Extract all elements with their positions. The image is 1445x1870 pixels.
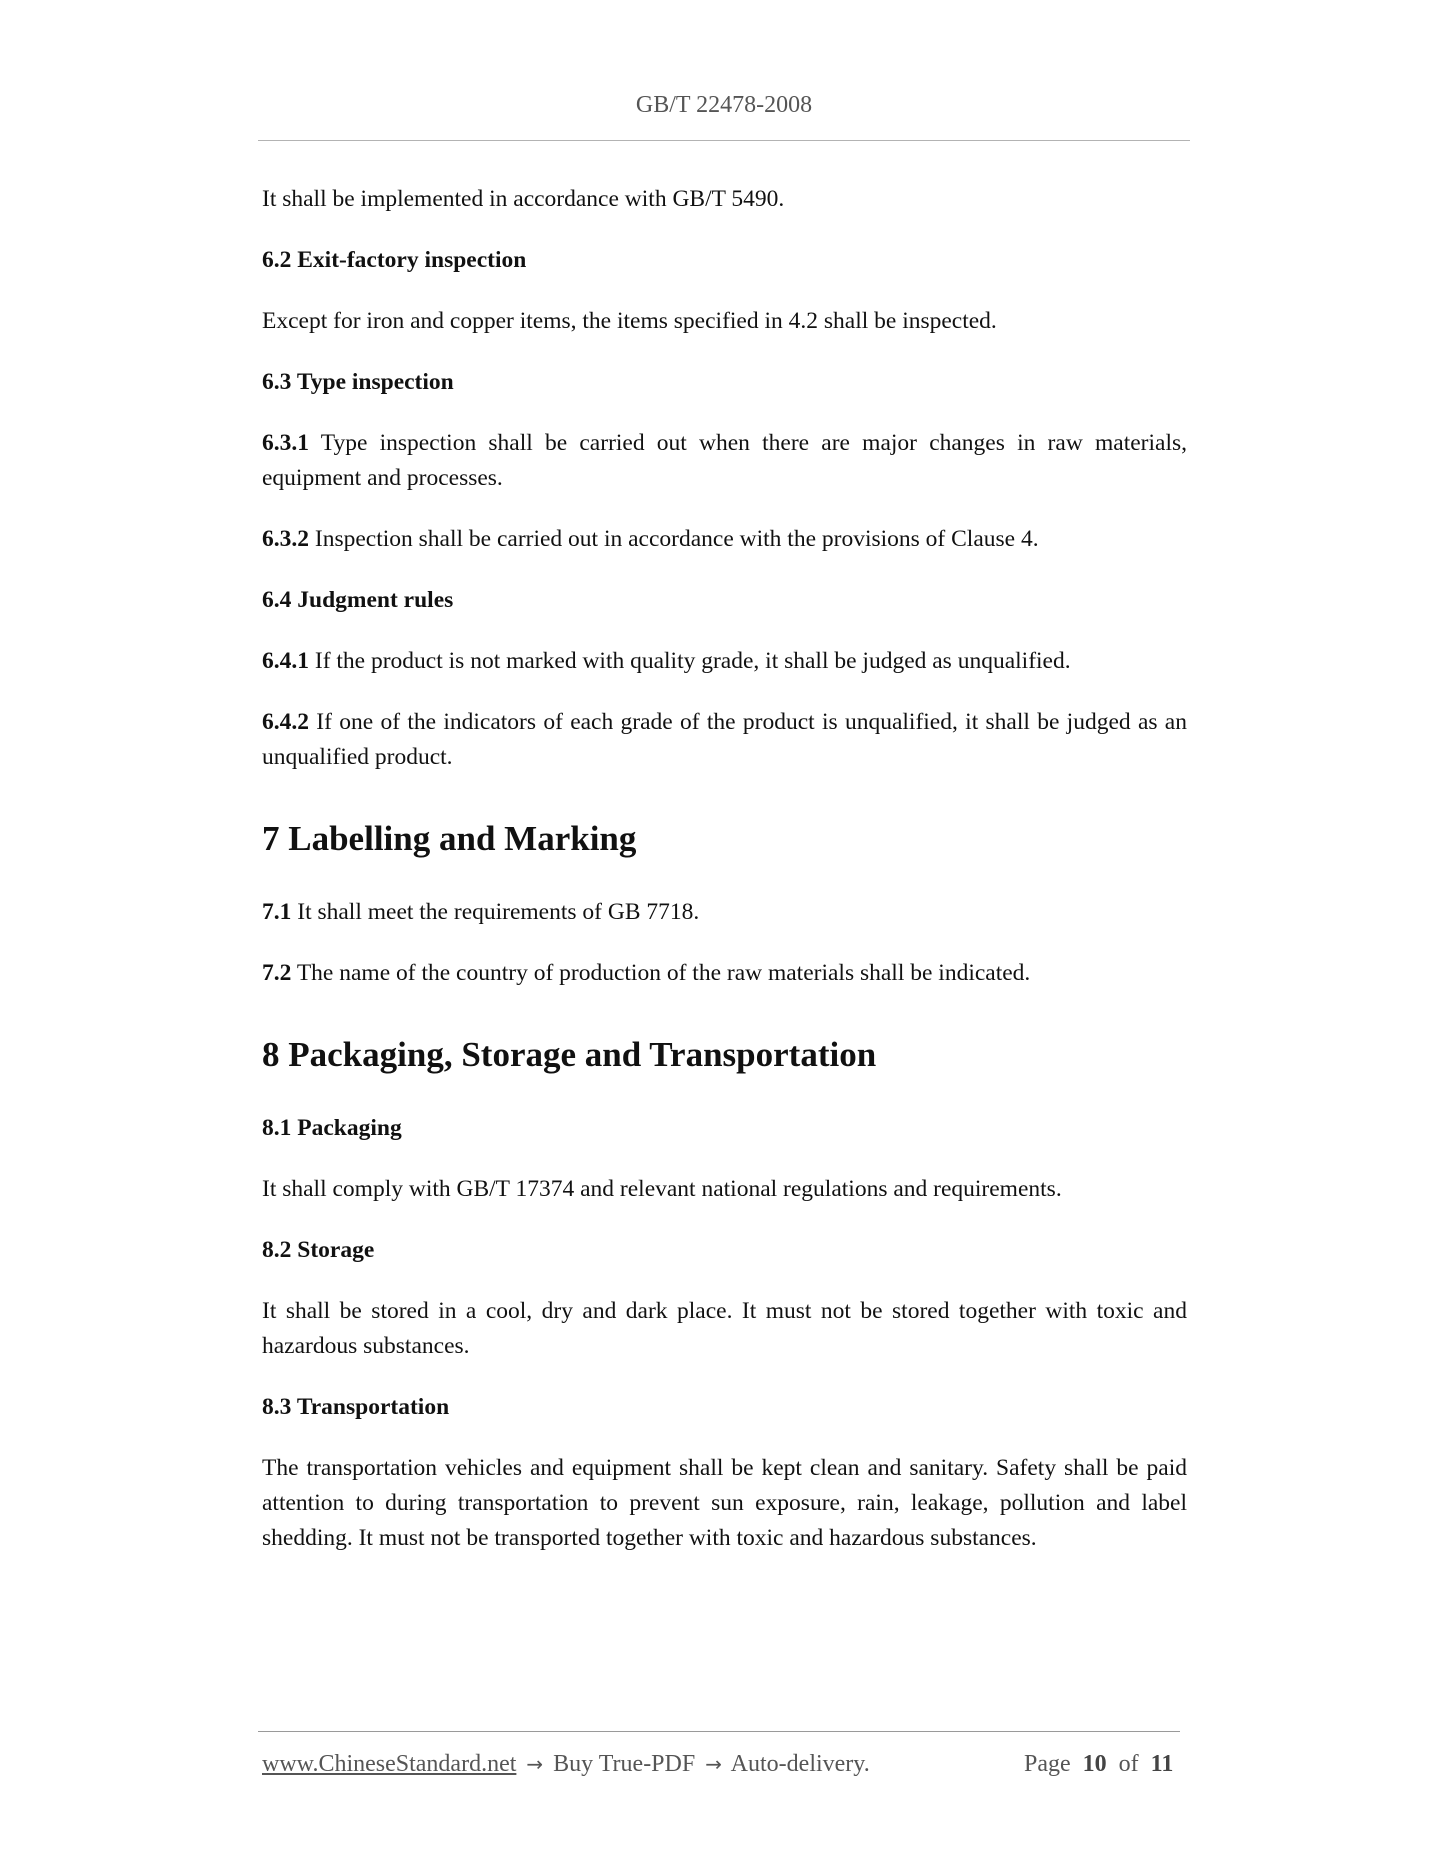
arrow-right-icon: → <box>526 1752 544 1776</box>
heading-8-1: 8.1 Packaging <box>262 1115 402 1141</box>
paragraph-implementation: It shall be implemented in accordance with GB/T 5490. <box>262 186 785 212</box>
footer-promo <box>262 1751 870 1778</box>
page-header-doc-id: GB/T 22478-2008 <box>635 92 813 118</box>
clause-number-7-2: 7.2 <box>262 960 292 986</box>
of-label: of <box>1118 1751 1139 1777</box>
heading-8-3: 8.3 Transportation <box>262 1394 450 1420</box>
arrow-right-icon: → <box>705 1752 722 1776</box>
clause-text-7-1: It shall meet the requirements of GB 7718. <box>291 899 700 925</box>
paragraph-8-1: It shall comply with GB/T 17374 and relevant national regulations and requirements. <box>262 1176 1062 1202</box>
heading-6-4: 6.4 Judgment rules <box>262 587 454 613</box>
paragraph-7-2 <box>262 956 1187 991</box>
page-current: 10 <box>1082 1751 1107 1777</box>
site-link[interactable]: www.ChineseStandard.net <box>262 1751 517 1777</box>
paragraph-6-4-1 <box>262 644 1187 679</box>
clause-number-6-4-1: 6.4.1 <box>262 648 309 674</box>
paragraph-8-3: The transportation vehicles and equipment shall be kept clean and sanitary. Safety shall be paid attention to during transportation to prevent sun exposure, rain, leakage, pollution and label shedding. It must not be transported together with toxic and hazardous substances. <box>262 1455 1187 1551</box>
clause-number-7-1: 7.1 <box>262 899 292 925</box>
heading-6-3: 6.3 Type inspection <box>262 369 454 395</box>
clause-text-7-2: The name of the country of production of the raw materials shall be indicated. <box>291 960 1031 986</box>
paragraph-6-3-2 <box>262 522 1187 557</box>
clause-text-6-4-1: If the product is not marked with quality grade, it shall be judged as unqualified. <box>309 648 1071 674</box>
footer-divider <box>258 1731 1180 1732</box>
document-body <box>262 182 1187 1582</box>
page-label: Page <box>1024 1751 1071 1777</box>
paragraph-7-1 <box>262 895 1187 930</box>
heading-section-7: 7 Labelling and Marking <box>262 819 637 858</box>
clause-text-6-3-1: Type inspection shall be carried out when there are major changes in raw materials, equipment and processes. <box>262 430 1187 491</box>
heading-section-8: 8 Packaging, Storage and Transportation <box>262 1035 877 1074</box>
auto-delivery-text: Auto-delivery. <box>730 1751 870 1777</box>
paragraph-6-4-2 <box>262 705 1187 775</box>
heading-8-2: 8.2 Storage <box>262 1237 375 1263</box>
paragraph-8-2: It shall be stored in a cool, dry and dark place. It must not be stored together with toxic and hazardous substances. <box>262 1298 1187 1359</box>
paragraph-6-3-1 <box>262 426 1187 496</box>
clause-text-6-3-2: Inspection shall be carried out in accordance with the provisions of Clause 4. <box>309 526 1039 552</box>
page-total: 11 <box>1150 1751 1174 1777</box>
heading-6-2: 6.2 Exit-factory inspection <box>262 247 527 273</box>
clause-number-6-4-2: 6.4.2 <box>262 709 309 735</box>
paragraph-6-2: Except for iron and copper items, the items specified in 4.2 shall be inspected. <box>262 308 997 334</box>
clause-number-6-3-2: 6.3.2 <box>262 526 309 552</box>
header-divider <box>258 140 1190 141</box>
buy-true-pdf-text: Buy True-PDF <box>553 1751 696 1777</box>
page-number <box>1024 1751 1173 1778</box>
clause-text-6-4-2: If one of the indicators of each grade of the product is unqualified, it shall be judged as an unqualified product. <box>262 709 1187 770</box>
clause-number-6-3-1: 6.3.1 <box>262 430 309 456</box>
